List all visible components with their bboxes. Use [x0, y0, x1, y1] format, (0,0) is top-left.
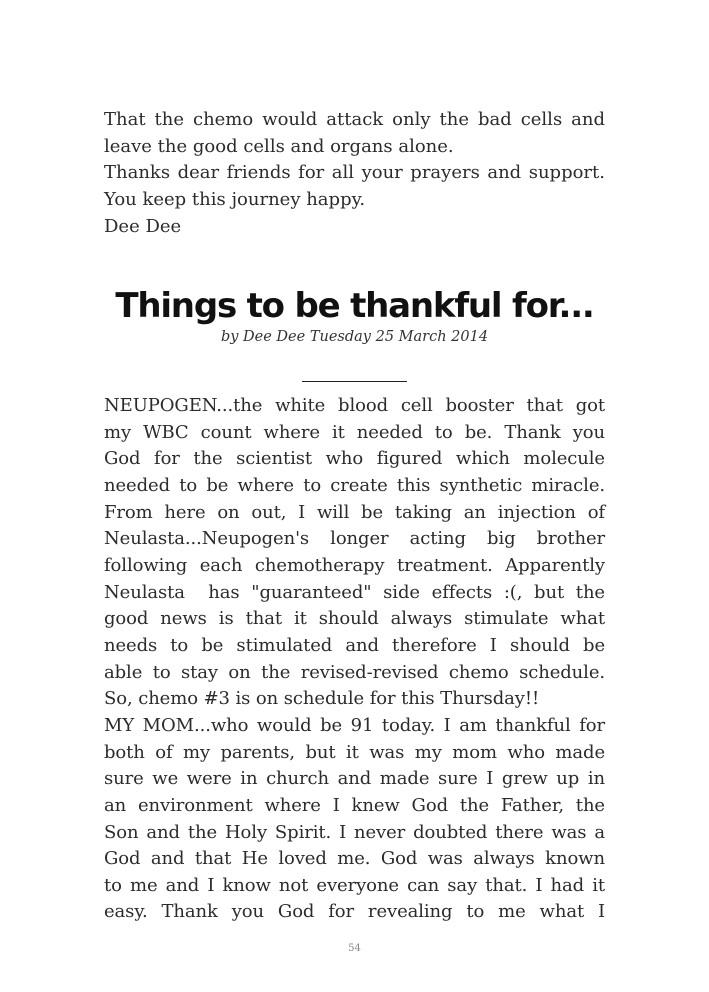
body-line: So, chemo #3 is on schedule for this Thursday!! — [104, 688, 540, 710]
body-line: needed to be where to create this synthetic miracle. — [104, 474, 605, 496]
article-byline: by Dee Dee Tuesday 25 March 2014 — [220, 329, 489, 345]
body-line: good news is that it should always stimulate what — [104, 608, 605, 630]
body-line: both of my parents, but it was my mom who made — [104, 741, 605, 763]
body-line: to me and I know not everyone can say that. I had it — [104, 874, 605, 896]
intro-paragraph-2: Thanks dear friends for all your prayers and support. You keep this journey happy. — [104, 162, 605, 211]
intro-signature: Dee Dee — [104, 215, 182, 237]
body-line: following each chemotherapy treatment. Apparently — [104, 554, 605, 576]
body-line: MY MOM...who would be 91 today. I am thankful for — [104, 714, 605, 736]
title-divider — [302, 381, 407, 382]
body-line: my WBC count where it needed to be. Thank you — [104, 421, 605, 443]
page-number: 54 — [348, 943, 361, 954]
body-line: Neulasta has "guaranteed" side effects :(, but the — [104, 581, 605, 603]
body-line: God and that He loved me. God was always known — [104, 848, 605, 870]
body-line: needs to be stimulated and therefore I should be — [104, 634, 605, 656]
body-line: From here on out, I will be taking an injection of — [104, 501, 605, 523]
intro-text — [104, 107, 605, 241]
body-line: easy. Thank you God for revealing to me what I — [104, 901, 605, 923]
article-body — [104, 393, 605, 926]
body-line: an environment where I knew God the Father, the — [104, 794, 605, 816]
intro-paragraph-1: That the chemo would attack only the bad cells and leave the good cells and organs alone. — [104, 109, 605, 157]
body-line: NEUPOGEN...the white blood cell booster that got — [104, 395, 605, 416]
body-line: Neulasta...Neupogen's longer acting big brother — [104, 528, 605, 550]
body-line: Son and the Holy Spirit. I never doubted there was a — [104, 821, 605, 843]
body-line: God for the scientist who figured which molecule — [104, 448, 605, 470]
body-line: able to stay on the revised-revised chemo schedule. — [104, 661, 605, 683]
body-line: sure we were in church and made sure I grew up in — [104, 768, 605, 790]
article-title: Things to be thankful for... — [115, 286, 594, 326]
